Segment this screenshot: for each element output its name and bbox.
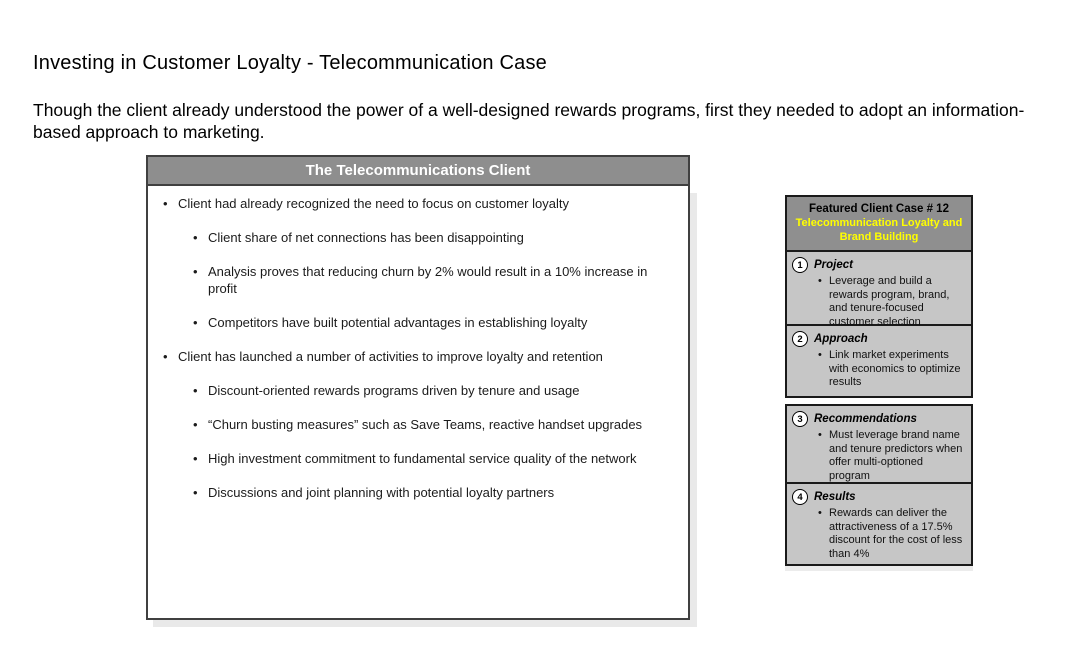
panel-header: The Telecommunications Client [146, 155, 690, 186]
bullet-item: • Client share of net connections has been disappointing [148, 229, 676, 246]
section-title: Project [814, 259, 853, 271]
section-title: Approach [814, 333, 868, 345]
section-approach [787, 324, 971, 396]
sidebar-header-title: Featured Client Case # 12 [809, 203, 949, 215]
bullet-item: • Discount-oriented rewards programs driven by tenure and usage [148, 382, 676, 399]
sidebar-box-bottom [785, 404, 973, 566]
bullet-item: • Analysis proves that reducing churn by 2% would result in a 10% increase in profit [148, 263, 676, 297]
step-number-badge: 1 [792, 257, 808, 273]
sidebar-box-top [785, 195, 973, 398]
section-heading [792, 331, 966, 347]
bullet-item: • Client had already recognized the need to focus on customer loyalty [148, 195, 676, 212]
section-results [787, 482, 971, 564]
section-bullet: • Link market experiments with economics to optimize results [829, 349, 964, 390]
step-number-badge: 3 [792, 411, 808, 427]
page-title: Investing in Customer Loyalty - Telecommunication Case [33, 52, 547, 74]
bullet-item: • Competitors have built potential advantages in establishing loyalty [148, 314, 676, 331]
section-title: Results [814, 491, 856, 503]
section-heading [792, 257, 966, 273]
bullet-item: • Client has launched a number of activities to improve loyalty and retention [148, 348, 676, 365]
section-bullet: • Must leverage brand name and tenure predictors when offer multi-optioned program [829, 429, 964, 483]
bullet-item: • High investment commitment to fundamental service quality of the network [148, 450, 676, 467]
section-project [787, 250, 971, 328]
section-heading [792, 489, 966, 505]
featured-case-sidebar [785, 195, 973, 566]
section-heading [792, 411, 966, 427]
sidebar-header-subtitle: Telecommunication Loyalty and Brand Building [795, 217, 963, 243]
step-number-badge: 4 [792, 489, 808, 505]
section-bullet: • Leverage and build a rewards program, brand, and tenure-focused customer selection [829, 275, 964, 329]
telecom-client-panel [146, 155, 690, 620]
panel-body [146, 186, 690, 620]
intro-text: Though the client already understood the power of a well-designed rewards programs, first they needed to adopt an information-based approach to marketing. [33, 100, 1025, 142]
bullet-item: • Discussions and joint planning with potential loyalty partners [148, 484, 676, 501]
step-number-badge: 2 [792, 331, 808, 347]
sidebar-header [787, 197, 971, 250]
section-bullet: • Rewards can deliver the attractiveness of a 17.5% discount for the cost of less than 4% [829, 507, 964, 561]
section-recommendations [787, 406, 971, 482]
bullet-item: • “Churn busting measures” such as Save Teams, reactive handset upgrades [148, 416, 676, 433]
section-title: Recommendations [814, 413, 917, 425]
